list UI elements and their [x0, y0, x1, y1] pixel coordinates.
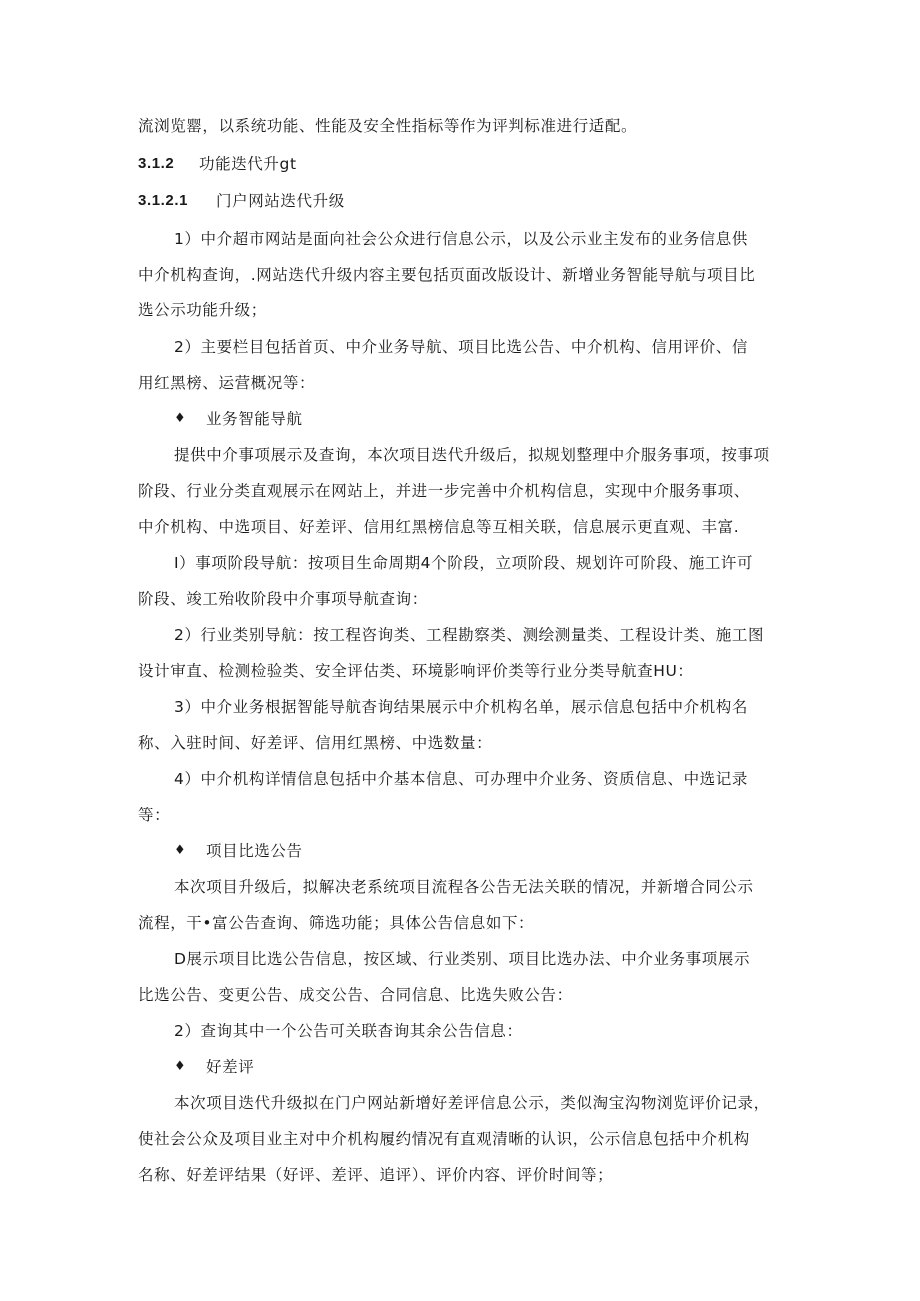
paragraph-line: I）事项阶段导航：按项目生命周期4个阶段，立项阶段、规划许可阶段、施工许可: [174, 554, 754, 572]
paragraph-line: 2）主要栏目包括首页、中介业务导航、项目比选公告、中介机构、信用评价、信: [174, 338, 748, 356]
section-title: 功能迭代升gt: [199, 155, 297, 173]
paragraph-line: 用红黑榜、运营概况等：: [138, 374, 316, 392]
paragraph-line: 选公示功能升级；: [138, 301, 267, 319]
paragraph-line: 阶段、行业分类直观展示在网站上，并进一步完善中介机构信息，实现中介服务事项、: [138, 482, 750, 500]
bullet-icon: ♦: [174, 843, 187, 858]
paragraph-line: 比选公告、变更公告、成交公告、合同信息、比选失败公告：: [138, 986, 573, 1004]
subsection-number: 3.1.2.1: [138, 192, 189, 209]
subsection-title: 门户网站迭代升级: [216, 192, 345, 210]
paragraph-line: 本次项目迭代升级拟在门户网站新增好差评信息公示，类似淘宝沟物浏览评价记录，: [174, 1094, 770, 1112]
paragraph-line: 设计审直、检测检验类、安全评估类、环境影响评价类等行业分类导航查HU：: [138, 662, 694, 680]
paragraph-line: 提供中介事项展示及查询，本次项目迭代升级后，拟规划整理中介服务事项，按事项: [174, 446, 770, 464]
paragraph-line: 中介机构、中选项目、好差评、信用红黑榜信息等互相关联，信息展示更直观、丰富.: [138, 518, 740, 536]
paragraph-line: 3）中介业务根据智能导航杳询结果展示中介机构名单，展示信息包括中介机构名: [174, 698, 748, 716]
paragraph-line: D展示项目比选公告信息，按区域、行业类别、项目比选办法、中介业务事项展示: [174, 950, 751, 968]
paragraph-line: 称、入驻时间、好差评、信用红黑榜、中选数量：: [138, 734, 493, 752]
paragraph-line: 2）查询其中一个公告可关联杳询其余公告信息：: [174, 1022, 523, 1040]
bullet-icon: ♦: [174, 411, 187, 426]
paragraph-line: 等：: [138, 806, 171, 824]
bullet-heading: 业务智能导航: [206, 410, 303, 428]
paragraph-line: 流浏览罂，以系统功能、性能及安全性指标等作为评判标准进行适配。: [138, 117, 638, 135]
section-number: 3.1.2: [138, 155, 175, 172]
paragraph-line: 2）行业类别导航：按工程咨询类、工程勘察类、测绘测量类、工程设计类、施工图: [174, 626, 765, 644]
paragraph-line: 名称、好差评结果（好评、差评、追评）、评价内容、评价时间等；: [138, 1166, 614, 1184]
bullet-icon: ♦: [174, 1059, 187, 1074]
paragraph-line: 4）中介机构详情信息包括中介基本信息、可办理中介业务、资质信息、中选记录: [174, 770, 748, 788]
paragraph-line: 阶段、竣工殆收阶段中介事项导航查询：: [138, 590, 428, 608]
paragraph-line: 本次项目升级后，拟解决老系统项目流程各公告无法关联的情况，并新增合同公示: [174, 878, 754, 896]
paragraph-line: 流程，干•富公告查询、筛选功能；具体公告信息如下：: [138, 914, 535, 932]
bullet-heading: 好差评: [206, 1058, 255, 1076]
bullet-heading: 项目比选公告: [206, 842, 303, 860]
paragraph-line: 中介机构查询，.网站迭代升级内容主要包括页面改版设计、新增业务智能导航与项目比: [138, 266, 756, 284]
paragraph-line: 1）中介超市网站是面向社会公众进行信息公示，以及公示业主发布的业务信息供: [174, 230, 748, 248]
paragraph-line: 使社会公众及项目业主对中介机构履约情况有直观清晰的认识，公示信息包括中介机构: [138, 1130, 750, 1148]
